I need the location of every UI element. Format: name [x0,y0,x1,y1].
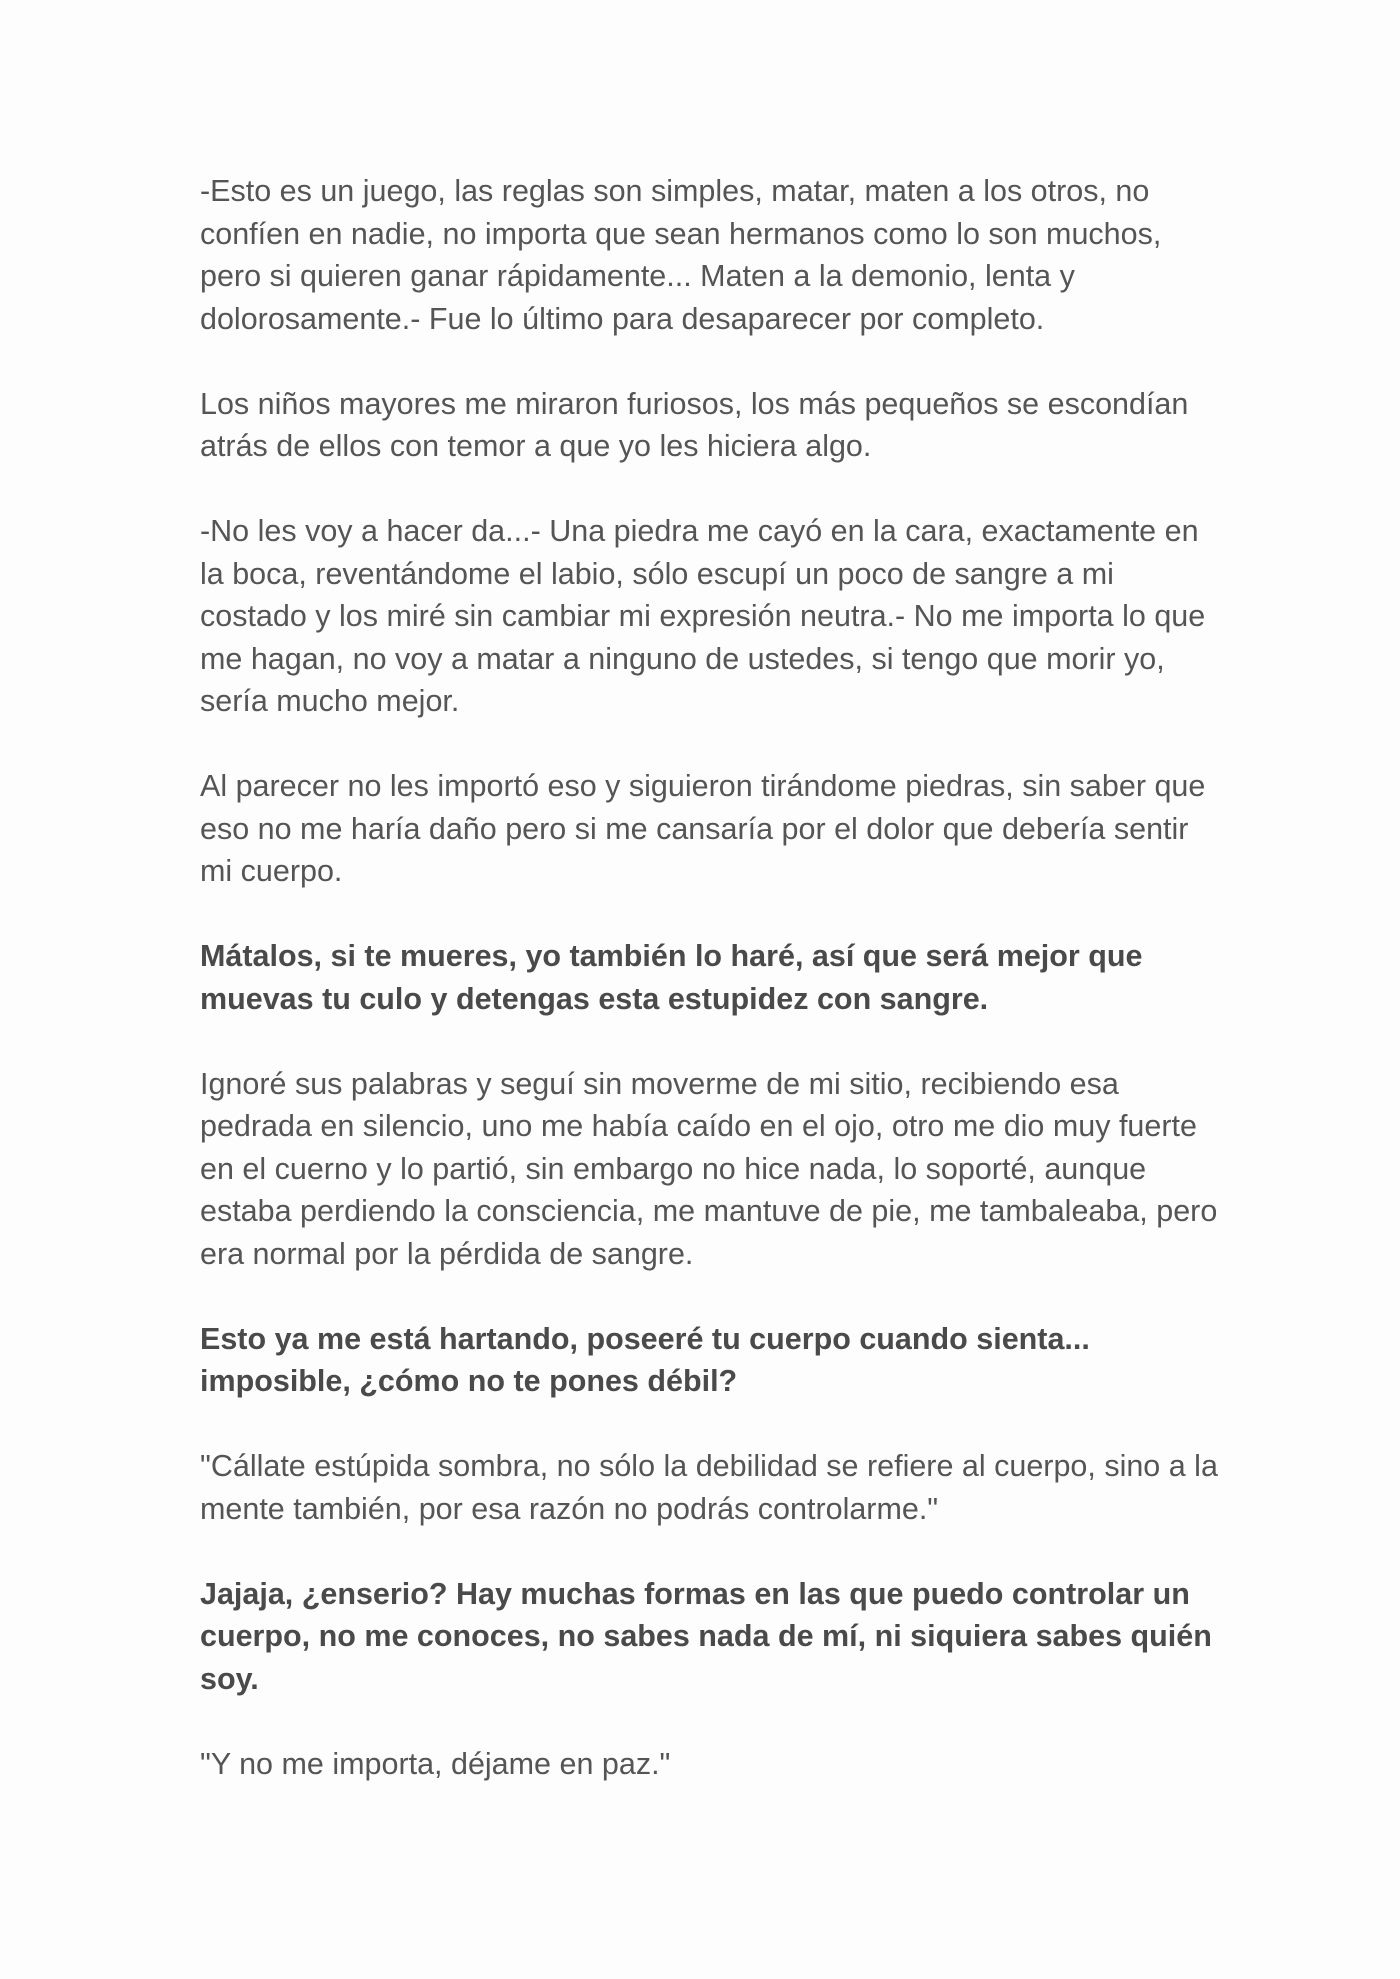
paragraph-2: Los niños mayores me miraron furiosos, los más pequeños se escondían atrás de ellos con temor a que yo les hiciera algo. [200,386,1189,463]
paragraph-8: "Cállate estúpida sombra, no sólo la debilidad se refiere al cuerpo, sino a la mente también, por esa razón no podrás controlarme." [200,1449,1218,1526]
paragraph-5-bold: Mátalos, si te mueres, yo también lo haré, así que será mejor que muevas tu culo y detengas esta estupidez con sangre. [200,939,1143,1016]
paragraph-10: "Y no me importa, déjame en paz." [200,1746,671,1781]
paragraph-4: Al parecer no les importó eso y siguieron tirándome piedras, sin saber que eso no me haría daño pero si me cansaría por el dolor que debería sentir mi cuerpo. [200,769,1206,888]
document-body [200,170,1220,1828]
paragraph-7-bold: Esto ya me está hartando, poseeré tu cuerpo cuando sienta... imposible, ¿cómo no te pones débil? [200,1321,1090,1398]
paragraph-3: -No les voy a hacer da...- Una piedra me cayó en la cara, exactamente en la boca, reventándome el labio, sólo escupí un poco de sangre a mi costado y los miré sin cambiar mi expresión neutra.- No me importa lo que me hagan, no voy a matar a ninguno de ustedes, si tengo que morir yo, sería mucho mejor. [200,514,1206,718]
paragraph-6: Ignoré sus palabras y seguí sin moverme de mi sitio, recibiendo esa pedrada en silencio, uno me había caído en el ojo, otro me dio muy fuerte en el cuerno y lo partió, sin embargo no hice nada, lo soporté, aunque estaba perdiendo la consciencia, me mantuve de pie, me tambaleaba, pero era normal por la pérdida de sangre. [200,1066,1218,1271]
paragraph-9-bold: Jajaja, ¿enserio? Hay muchas formas en las que puedo controlar un cuerpo, no me conoces, no sabes nada de mí, ni siquiera sabes quién soy. [200,1576,1212,1696]
paragraph-1: -Esto es un juego, las reglas son simples, matar, maten a los otros, no confíen en nadie, no importa que sean hermanos como lo son muchos, pero si quieren ganar rápidamente... Maten a la demonio, lenta y dolorosamente.- Fue lo último para desaparecer por completo. [200,174,1162,336]
